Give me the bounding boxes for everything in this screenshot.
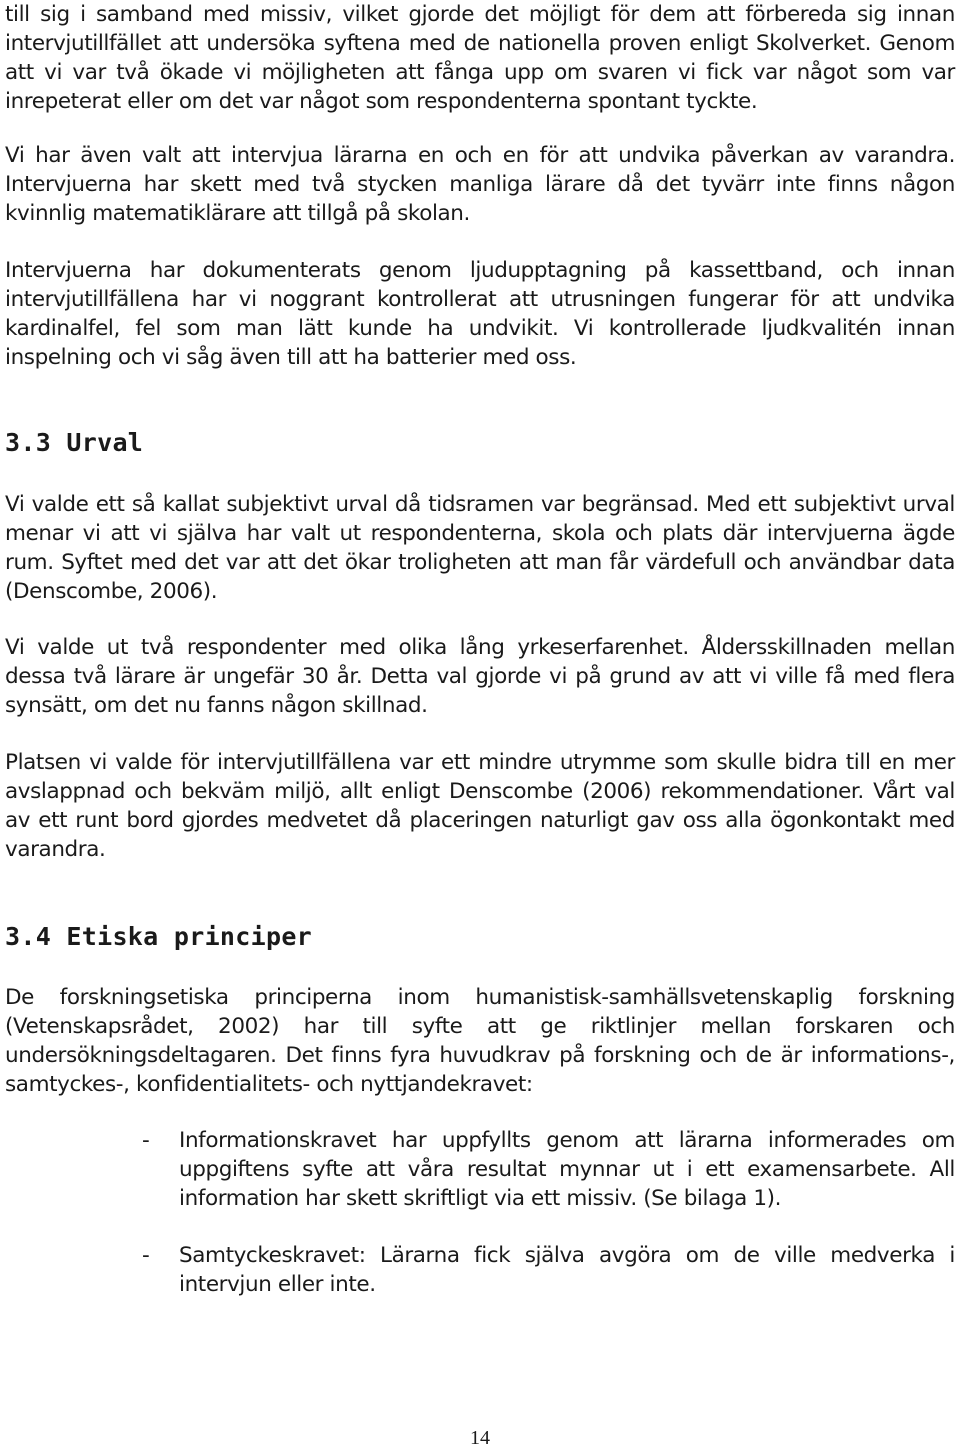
- paragraph-location: Platsen vi valde för intervjutillfällena var ett mindre utrymme som skulle bidra till en mer avslappnad och bekväm miljö, allt enligt Denscombe (2006) rekommendationer. Vårt val av ett runt bord gjordes medvetet då placeringen naturligt gav oss alla ögonkontakt med varandra.: [5, 750, 955, 862]
- list-item-text: Informationskravet har uppfyllts genom att lärarna informerades om uppgiftens syfte att våra resultat mynnar ut i ett examensarbete. All information har skett skriftligt via ett missiv. (Se bilaga 1).: [179, 1128, 955, 1211]
- paragraph-documentation: Intervjuerna har dokumenterats genom ljudupptagning på kassettband, och innan intervjutillfällena har vi noggrant kontrollerat att utrusningen fungerar för att undvika kardinalfel, fel som man lätt kunde ha undvikit. Vi kontrollerade ljudkvalitén innan inspelning och vi såg även till att ha batterier med oss.: [5, 258, 955, 370]
- section-heading-urval: 3.3 Urval: [5, 428, 144, 457]
- paragraph-ethics-principles: De forskningsetiska principerna inom humanistisk-samhällsvetenskaplig forskning (Vetenskapsrådet, 2002) har till syfte att ge riktlinjer mellan forskaren och undersökningsdeltagaren. Det finns fyra huvudkrav på forskning och de är informations-, samtyckes-, konfidentialitets- och nyttjandekravet:: [5, 985, 955, 1097]
- bullet-marker: -: [142, 1128, 150, 1153]
- paragraph-interview-prep: till sig i samband med missiv, vilket gjorde det möjligt för dem att förbereda sig innan intervjutillfället att undersöka syftena med de nationella proven enligt Skolverket. Genom att vi var två ökade vi möjligheten att fånga upp om svaren vi fick var något som var inrepeterat eller om det var något som respondenterna spontant tyckte.: [5, 2, 955, 114]
- paragraph-interview-individual: Vi har även valt att intervjua lärarna en och en för att undvika påverkan av varandra. Intervjuerna har skett med två stycken manliga lärare då det tyvärr inte finns någon kvinnlig matematiklärare att tillgå på skolan.: [5, 143, 955, 226]
- list-item-text: Samtyckeskravet: Lärarna fick själva avgöra om de ville medverka i intervjun eller inte.: [179, 1243, 955, 1297]
- paragraph-subjective-selection: Vi valde ett så kallat subjektivt urval då tidsramen var begränsad. Med ett subjektivt urval menar vi att vi själva har valt ut respondenterna, skola och plats där intervjuerna ägde rum. Syftet med det var att det ökar troligheten att man får värdefull och användbar data (Denscombe, 2006).: [5, 492, 955, 604]
- page-number: 14: [470, 1427, 490, 1449]
- paragraph-respondents: Vi valde ut två respondenter med olika lång yrkeserfarenhet. Åldersskillnaden mellan dessa två lärare är ungefär 30 år. Detta val gjorde vi på grund av att vi ville få med flera synsätt, om det nu fanns någon skillnad.: [5, 635, 955, 718]
- section-heading-ethics: 3.4 Etiska principer: [5, 922, 313, 951]
- bullet-marker: -: [142, 1243, 150, 1268]
